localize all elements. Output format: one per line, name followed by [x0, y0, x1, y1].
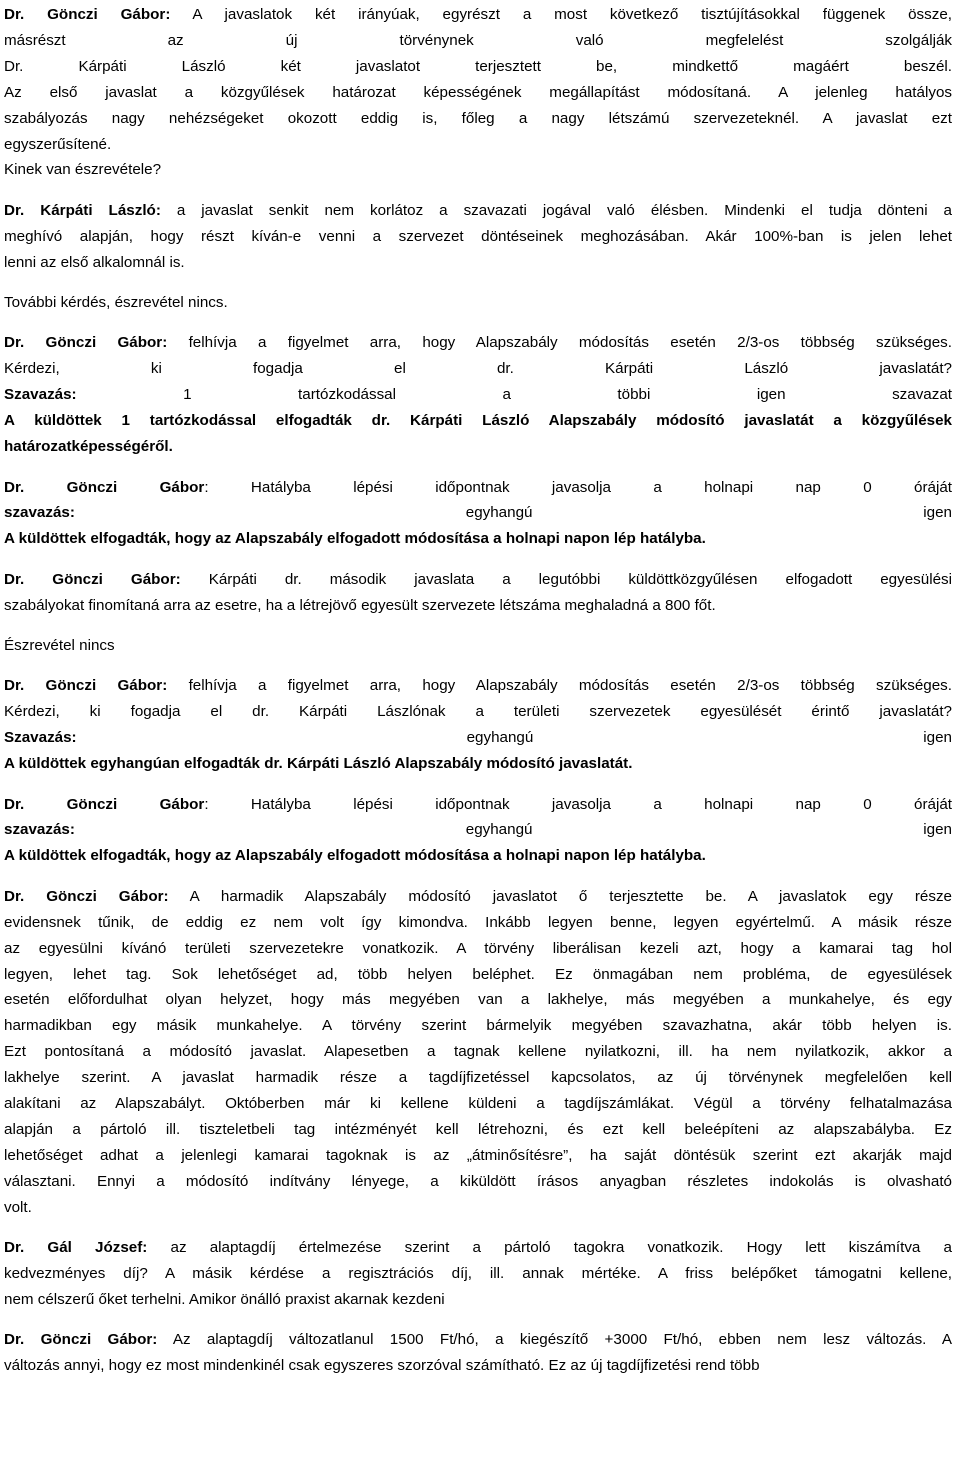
- text-line: [4, 567, 952, 593]
- text-line: [4, 224, 952, 250]
- text-line: [4, 936, 952, 962]
- text-line: [4, 382, 952, 408]
- paragraph-p11: [4, 1235, 952, 1313]
- paragraph-p9: [4, 792, 952, 870]
- paragraph-p4: [4, 330, 952, 460]
- body-text: legyen, lehet tag. Sok lehetőséget ad, több helyen beléphet. Ez önmagában nem probléma, de egyesülések: [4, 965, 952, 983]
- body-text: lakhelye szerint. A javaslat harmadik része a tagdíjfizetéssel kapcsolatos, az új törvénynek megfelelően kell: [4, 1069, 952, 1087]
- text-line: [4, 751, 952, 777]
- text-line: [4, 1287, 952, 1313]
- bold-text: határozatképességéről.: [4, 438, 173, 456]
- text-line: [4, 526, 952, 552]
- body-text: lenni az első alkalomnál is.: [4, 253, 185, 271]
- text-line: [4, 725, 952, 751]
- bold-text: Dr. Gönczi Gábor:: [4, 887, 169, 905]
- bold-text: Szavazás:: [4, 729, 77, 747]
- body-text: A javaslatok két irányúak, egyrészt a most következő tisztújításokkal függenek össze,: [170, 6, 952, 23]
- bold-text: Dr. Gönczi Gábor: [4, 795, 205, 813]
- bold-text: A küldöttek 1 tartózkodással elfogadták dr. Kárpáti László Alapszabály módosító javaslatát a közgyűlések: [4, 412, 952, 430]
- bold-text: Dr. Kárpáti László:: [4, 201, 161, 219]
- body-text: másrészt az új törvénynek való megfelelést szolgálják: [4, 31, 952, 49]
- text-line: [4, 198, 952, 224]
- text-line: [4, 1235, 952, 1261]
- paragraph-p8: [4, 673, 952, 777]
- text-line: [4, 1065, 952, 1091]
- text-line: [4, 2, 952, 28]
- text-line: [4, 673, 952, 699]
- body-text: felhívja a figyelmet arra, hogy Alapszabály módosítás esetén 2/3-os többség szükséges.: [167, 677, 952, 695]
- bold-text: A küldöttek elfogadták, hogy az Alapszabály elfogadott módosítása a holnapi napon lép hatályba.: [4, 530, 706, 548]
- text-line: [4, 106, 952, 132]
- text-line: [4, 987, 952, 1013]
- bold-text: Dr. Gönczi Gábor: [4, 478, 205, 496]
- text-line: [4, 1143, 952, 1169]
- text-line: [4, 54, 952, 80]
- body-text: lehetőséget adhat a jelenlegi kamarai tagoknak is az „átminősítésre”, ha saját döntésük szerint ezt akarják majd: [4, 1146, 952, 1164]
- body-text: szabályozás nagy nehézségeket okozott eddig is, főleg a nagy létszámú szervezeteknél. A javaslat ezt: [4, 109, 952, 127]
- body-text: esetén előfordulhat olyan helyzet, hogy más megyében van a lakhelye, más megyében a munkahelye, és egy: [4, 991, 952, 1009]
- bold-text: Dr. Gönczi Gábor:: [4, 1331, 158, 1349]
- body-text: Kérdezi, ki fogadja el dr. Kárpáti Lászlónak a területi szervezetek egyesülését érintő javaslatát?: [4, 703, 952, 721]
- text-line: [4, 1195, 952, 1221]
- bold-text: szavazás:: [4, 821, 75, 839]
- body-text: : Hatályba lépési időpontnak javasolja a holnapi nap 0 óráját: [204, 795, 952, 813]
- text-line: [4, 1013, 952, 1039]
- paragraph-p1: [4, 2, 952, 183]
- text-line: [4, 633, 952, 659]
- text-line: [4, 910, 952, 936]
- bold-text: A küldöttek egyhangúan elfogadták dr. Kárpáti László Alapszabály módosító javaslatát.: [4, 755, 633, 773]
- text-line: [4, 1327, 952, 1353]
- bold-text: Dr. Gönczi Gábor:: [4, 677, 168, 695]
- body-text: 1 tartózkodással a többi igen szavazat: [76, 386, 952, 404]
- bold-text: szavazás:: [4, 504, 75, 522]
- paragraph-p10: [4, 884, 952, 1221]
- paragraph-p7: [4, 633, 952, 659]
- minutes-body: [4, 2, 952, 1379]
- body-text: A harmadik Alapszabály módosító javaslatot ő terjesztette be. A javaslatok egy része: [168, 887, 953, 905]
- body-text: felhívja a figyelmet arra, hogy Alapszabály módosítás esetén 2/3-os többség szükséges.: [167, 334, 952, 352]
- body-text: harmadikban egy másik munkahelye. A törvény szerint bármelyik megyében szavazhatna, akár több helyen is.: [4, 1017, 952, 1035]
- body-text: alakítani az Alapszabályt. Októberben már ki kellene küldeni a tagdíjszámlákat. Végül a törvény felhatalmazása: [4, 1095, 952, 1113]
- paragraph-p12: [4, 1327, 952, 1379]
- body-text: nem célszerű őket terhelni. Amikor önálló praxist akarnak kezdeni: [4, 1290, 445, 1308]
- text-line: [4, 330, 952, 356]
- text-line: [4, 408, 952, 434]
- body-text: Kérdezi, ki fogadja el dr. Kárpáti László javaslatát?: [4, 360, 952, 378]
- body-text: választani. Ennyi a módosító indítvány lényege, a kiküldött írásos anyagban részletes indokolás is olvasható: [4, 1172, 952, 1190]
- text-line: [4, 817, 952, 843]
- body-text: Észrevétel nincs: [4, 637, 115, 655]
- body-text: változás annyi, hogy ez most mindenkinél csak egyszeres szorzóval számítható. Ez az új tagdíjfizetési rend több: [4, 1357, 760, 1375]
- body-text: Kárpáti dr. második javaslata a legutóbbi küldöttközgyűlésen elfogadott egyesülési: [180, 570, 952, 588]
- text-line: [4, 962, 952, 988]
- bold-text: Dr. Gál József:: [4, 1239, 148, 1257]
- body-text: volt.: [4, 1198, 32, 1216]
- body-text: Dr. Kárpáti László két javaslatot terjesztett be, mindkettő magáért beszél.: [4, 57, 952, 75]
- text-line: [4, 475, 952, 501]
- text-line: [4, 1117, 952, 1143]
- text-line: [4, 884, 952, 910]
- body-text: meghívó alapján, hogy részt kíván-e venni a szervezet döntéseinek meghozásában. Akár 100%-ban is jelen lehet: [4, 227, 952, 245]
- body-text: az egyesülni kívánó területi szervezetekre vonatkozik. A törvény liberálisan kezeli azt, hogy a kamarai tag hol: [4, 939, 952, 957]
- text-line: [4, 132, 952, 158]
- paragraph-p3: [4, 290, 952, 316]
- body-text: egyhangú igen: [74, 821, 952, 839]
- text-line: [4, 290, 952, 316]
- text-line: [4, 434, 952, 460]
- text-line: [4, 593, 952, 619]
- body-text: egyszerűsítené.: [4, 135, 112, 153]
- body-text: egyhangú igen: [74, 504, 952, 522]
- body-text: alapján a pártoló ill. tiszteletbeli tag intézményét kell létrehozni, és ezt kell beleépíteni az alapszabályba. Ez: [4, 1120, 952, 1138]
- text-line: [4, 1261, 952, 1287]
- paragraph-p5: [4, 475, 952, 553]
- text-line: [4, 500, 952, 526]
- text-line: [4, 356, 952, 382]
- bold-text: A küldöttek elfogadták, hogy az Alapszabály elfogadott módosítása a holnapi napon lép hatályba.: [4, 847, 706, 865]
- text-line: [4, 1039, 952, 1065]
- text-line: [4, 1091, 952, 1117]
- body-text: a javaslat senkit nem korlátoz a szavazati jogával való élésben. Mindenki el tudja dönteni a: [160, 201, 953, 219]
- text-line: [4, 28, 952, 54]
- body-text: : Hatályba lépési időpontnak javasolja a holnapi nap 0 óráját: [204, 478, 952, 496]
- body-text: Az alaptagdíj változatlanul 1500 Ft/hó, a kiegészítő +3000 Ft/hó, ebben nem lesz változás. A: [157, 1331, 952, 1349]
- body-text: Kinek van észrevétele?: [4, 161, 162, 179]
- text-line: [4, 699, 952, 725]
- paragraph-p6: [4, 567, 952, 619]
- body-text: szabályokat finomítaná arra az esetre, ha a létrejövő egyesült szervezete létszáma meghaladná a 800 főt.: [4, 596, 716, 614]
- body-text: Ezt pontosítaná a módosító javaslat. Alapesetben a tagnak kellene nyilatkozni, ill. ha nem nyilatkozik, akkor a: [4, 1043, 952, 1061]
- text-line: [4, 843, 952, 869]
- bold-text: Dr. Gönczi Gábor:: [4, 570, 181, 588]
- bold-text: Dr. Gönczi Gábor:: [4, 334, 168, 352]
- bold-text: Dr. Gönczi Gábor:: [4, 6, 171, 23]
- bold-text: Szavazás:: [4, 386, 77, 404]
- text-line: [4, 80, 952, 106]
- body-text: evidensnek tűnik, de eddig ez nem volt így kimondva. Inkább legyen benne, legyen egyértelmű. A másik része: [4, 913, 952, 931]
- text-line: [4, 157, 952, 183]
- body-text: Az első javaslat a közgyűlések határozat képességének megállapítást módosítaná. A jelenleg hatályos: [4, 83, 952, 101]
- text-line: [4, 1353, 952, 1379]
- body-text: További kérdés, észrevétel nincs.: [4, 294, 228, 312]
- body-text: az alaptagdíj értelmezése szerint a pártoló tagokra vonatkozik. Hogy lett kiszámítva a: [147, 1239, 952, 1257]
- paragraph-p2: [4, 198, 952, 276]
- text-line: [4, 250, 952, 276]
- text-line: [4, 1169, 952, 1195]
- text-line: [4, 792, 952, 818]
- body-text: kedvezményes díj? A másik kérdése a regisztrációs díj, ill. annak mértéke. A friss belépőket támogatni kellene,: [4, 1264, 952, 1282]
- body-text: egyhangú igen: [76, 729, 952, 747]
